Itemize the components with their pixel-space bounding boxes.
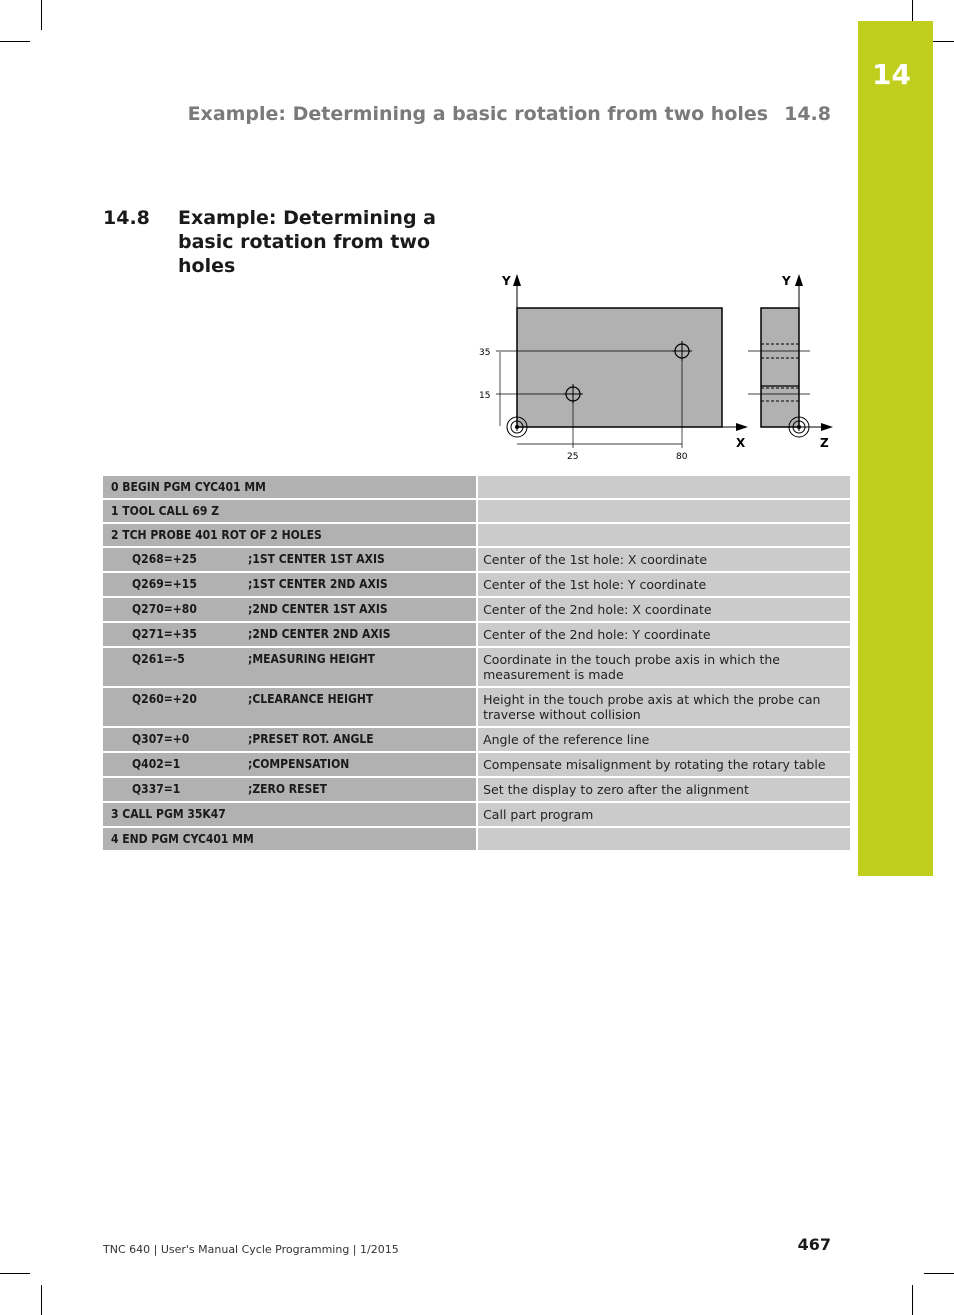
description-cell — [476, 828, 850, 850]
axis-label-x: X — [736, 436, 746, 450]
description-cell — [476, 548, 850, 571]
nc-block: 1 TOOL CALL 69 Z — [111, 504, 220, 518]
table-row — [103, 753, 850, 776]
row-description — [478, 476, 850, 484]
description-cell — [476, 778, 850, 801]
y-axis-arrow-side — [795, 274, 803, 286]
row-description: Center of the 2nd hole: X coordinate — [483, 602, 712, 617]
q-parameter: Q337=1 — [132, 782, 181, 796]
code-cell — [103, 728, 476, 751]
description-cell — [476, 728, 850, 751]
running-head — [188, 103, 831, 125]
crop-mark — [0, 1273, 30, 1274]
code-cell — [103, 828, 476, 850]
description-cell — [476, 524, 850, 546]
description-cell — [476, 623, 850, 646]
q-parameter: Q269=+15 — [132, 577, 197, 591]
page-number: 467 — [797, 1235, 831, 1254]
row-description — [478, 828, 850, 836]
row-description: Center of the 1st hole: X coordinate — [483, 552, 708, 567]
chapter-tab — [858, 21, 933, 876]
crop-mark — [0, 41, 30, 42]
description-cell — [476, 500, 850, 522]
description-cell — [476, 688, 850, 726]
row-description: Set the display to zero after the alignment — [483, 782, 749, 797]
row-description: Center of the 1st hole: Y coordinate — [483, 577, 707, 592]
z-axis-arrow — [821, 423, 833, 431]
q-parameter: Q307=+0 — [132, 732, 190, 746]
code-cell — [103, 573, 476, 596]
section-title: Example: Determining a basic rotation from two holes — [178, 207, 436, 277]
table-row — [103, 688, 850, 726]
parameter-comment: ;2ND CENTER 2ND AXIS — [248, 627, 391, 641]
parameter-comment: ;MEASURING HEIGHT — [248, 652, 376, 666]
description-cell — [476, 803, 850, 826]
parameter-comment: ;COMPENSATION — [248, 757, 350, 771]
parameter-comment: ;ZERO RESET — [248, 782, 327, 796]
table-row — [103, 828, 850, 850]
code-cell — [103, 803, 476, 826]
code-cell — [103, 648, 476, 686]
table-row — [103, 648, 850, 686]
row-description — [478, 524, 850, 532]
nc-block: 0 BEGIN PGM CYC401 MM — [111, 480, 266, 494]
table-row — [103, 476, 850, 498]
workpiece-drawing — [470, 266, 840, 466]
crop-mark — [41, 0, 42, 30]
dimension-15: 15 — [479, 391, 491, 401]
row-description: Coordinate in the touch probe axis in which the measurement is made — [483, 652, 781, 682]
parameter-comment: ;CLEARANCE HEIGHT — [248, 692, 374, 706]
table-row — [103, 524, 850, 546]
row-description: Center of the 2nd hole: Y coordinate — [483, 627, 711, 642]
table-row — [103, 728, 850, 751]
table-row — [103, 548, 850, 571]
axis-label-z: Z — [820, 436, 829, 450]
workpiece-side — [761, 308, 799, 427]
axis-label-y: Y — [502, 274, 511, 288]
table-row — [103, 500, 850, 522]
code-cell — [103, 623, 476, 646]
table-row — [103, 803, 850, 826]
parameter-comment: ;2ND CENTER 1ST AXIS — [248, 602, 388, 616]
section-number: 14.8 — [103, 207, 150, 229]
code-cell — [103, 500, 476, 522]
chapter-number: 14 — [872, 58, 911, 91]
code-cell — [103, 753, 476, 776]
q-parameter: Q268=+25 — [132, 552, 197, 566]
q-parameter: Q261=-5 — [132, 652, 185, 666]
nc-block: 3 CALL PGM 35K47 — [111, 807, 226, 821]
code-cell — [103, 778, 476, 801]
q-parameter: Q271=+35 — [132, 627, 197, 641]
row-description: Compensate misalignment by rotating the rotary table — [483, 757, 826, 772]
table-row — [103, 623, 850, 646]
code-cell — [103, 688, 476, 726]
program-table — [103, 474, 850, 852]
workpiece-front — [517, 308, 722, 427]
row-description — [478, 500, 850, 508]
x-axis-arrow — [736, 423, 748, 431]
crop-mark — [924, 1273, 954, 1274]
description-cell — [476, 753, 850, 776]
running-head-section: 14.8 — [784, 103, 831, 125]
description-cell — [476, 573, 850, 596]
code-cell — [103, 524, 476, 546]
crop-mark — [912, 1285, 913, 1315]
table-row — [103, 778, 850, 801]
q-parameter: Q260=+20 — [132, 692, 197, 706]
code-cell — [103, 548, 476, 571]
row-description: Height in the touch probe axis at which the probe can traverse without collision — [483, 692, 821, 722]
parameter-comment: ;1ST CENTER 1ST AXIS — [248, 552, 385, 566]
nc-block: 4 END PGM CYC401 MM — [111, 832, 254, 846]
crop-mark — [41, 1285, 42, 1315]
q-parameter: Q270=+80 — [132, 602, 197, 616]
code-cell — [103, 476, 476, 498]
running-head-title: Example: Determining a basic rotation from two holes — [187, 103, 769, 125]
table-row — [103, 573, 850, 596]
table-row — [103, 598, 850, 621]
q-parameter: Q402=1 — [132, 757, 181, 771]
parameter-comment: ;1ST CENTER 2ND AXIS — [248, 577, 388, 591]
code-cell — [103, 598, 476, 621]
description-cell — [476, 598, 850, 621]
row-description: Angle of the reference line — [483, 732, 650, 747]
description-cell — [476, 648, 850, 686]
footer-text: TNC 640 | User's Manual Cycle Programming | 1/2015 — [103, 1243, 399, 1256]
parameter-comment: ;PRESET ROT. ANGLE — [248, 732, 374, 746]
axis-label-y-side: Y — [782, 274, 791, 288]
dimension-25: 25 — [567, 452, 579, 462]
nc-block: 2 TCH PROBE 401 ROT OF 2 HOLES — [111, 528, 322, 542]
description-cell — [476, 476, 850, 498]
y-axis-arrow — [513, 274, 521, 286]
row-description: Call part program — [483, 807, 594, 822]
dimension-35: 35 — [479, 348, 491, 358]
dimension-80: 80 — [676, 452, 688, 462]
